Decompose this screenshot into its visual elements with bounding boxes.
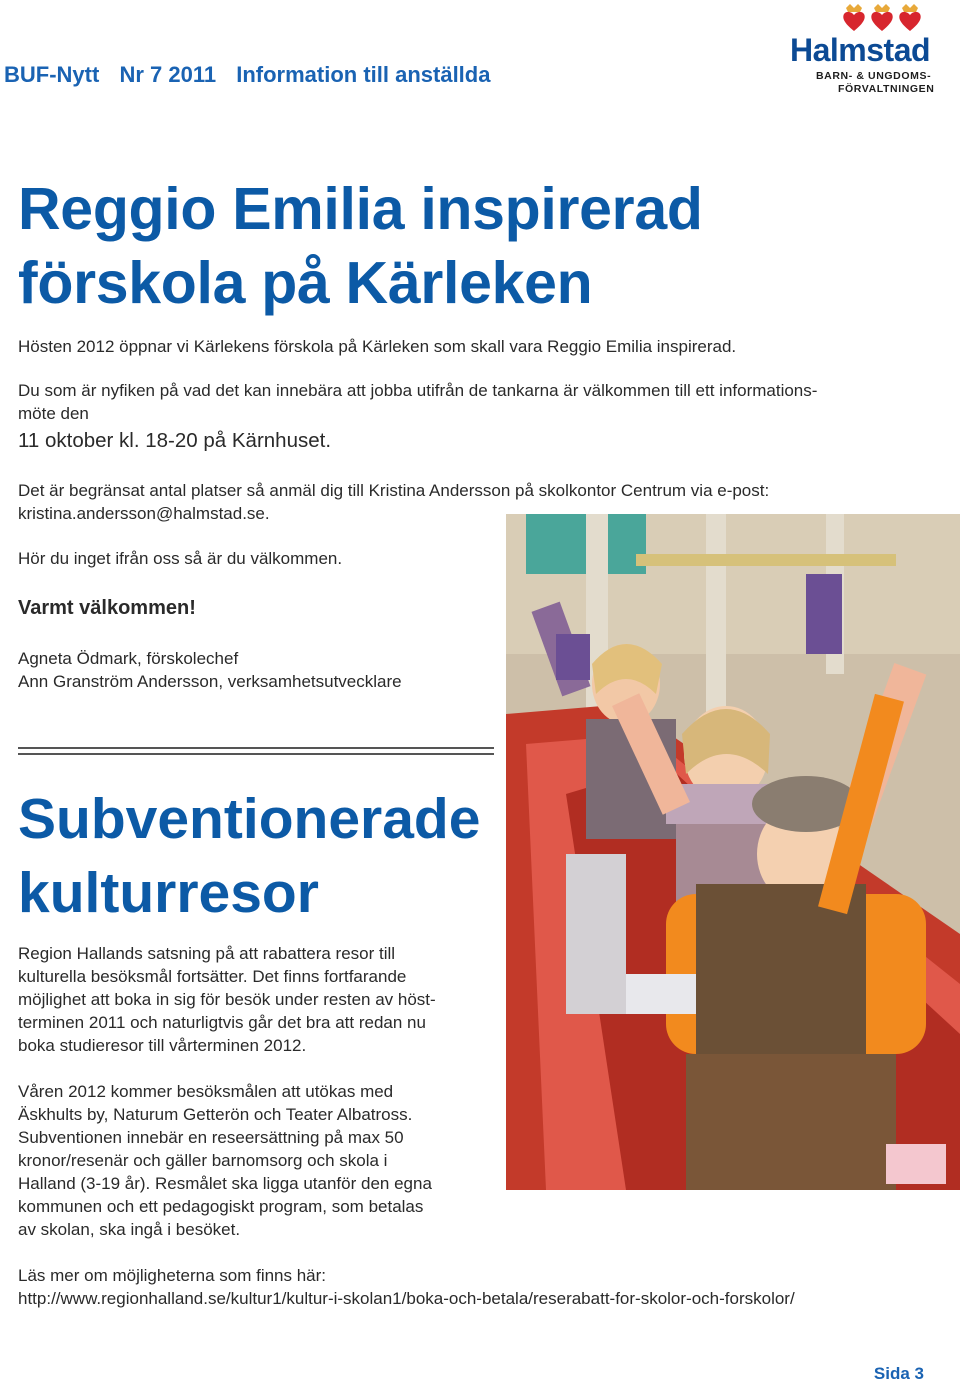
article1-signature-1: Agneta Ödmark, förskolechef bbox=[18, 649, 239, 668]
logo-subtitle-line2: FÖRVALTNINGEN bbox=[838, 83, 935, 95]
page-number: Sida 3 bbox=[873, 1364, 924, 1383]
read-more-label: Läs mer om möjligheterna som finns här: bbox=[18, 1266, 327, 1285]
article1-intro: Hösten 2012 öppnar vi Kärlekens förskola på Kärleken som skall vara Reggio Emilia inspirerad. bbox=[18, 337, 737, 356]
header-subtitle: Information till anställda bbox=[236, 62, 491, 87]
article1-invite-line1: Du som är nyfiken på vad det kan innebära att jobba utifrån de tankarna är välkommen till ett informations- bbox=[18, 381, 818, 400]
heart-crown-icon bbox=[842, 4, 866, 32]
article1-meeting-date: 11 oktober kl. 18-20 på Kärnhuset. bbox=[18, 429, 332, 452]
paragraph-line: kulturella besöksmål fortsätter. Det finns fortfarande bbox=[18, 967, 407, 986]
heart-crown-icon bbox=[870, 4, 894, 32]
heart-crown-icon bbox=[898, 4, 922, 32]
article1-welcome: Varmt välkommen! bbox=[18, 597, 196, 619]
paragraph-line: Äskhults by, Naturum Getterön och Teater Albatross. bbox=[18, 1105, 413, 1124]
article2-paragraph-1 bbox=[18, 942, 498, 1057]
article1-email[interactable]: kristina.andersson@halmstad.se. bbox=[18, 504, 270, 523]
children-slide-photo bbox=[506, 514, 960, 1190]
photo-illustration bbox=[506, 514, 960, 1190]
read-more-link[interactable]: http://www.regionhalland.se/kultur1/kultur-i-skolan1/boka-och-betala/reserabatt-for-skolor-och-forskolor/ bbox=[18, 1289, 795, 1308]
paragraph-line: kronor/resenär och gäller barnomsorg och skola i bbox=[18, 1151, 388, 1170]
paragraph-line: Subventionen innebär en reseersättning på max 50 bbox=[18, 1128, 404, 1147]
newsletter-header bbox=[4, 62, 504, 88]
paragraph-line: Våren 2012 kommer besöksmålen att utökas med bbox=[18, 1082, 394, 1101]
article1-note: Hör du inget ifrån oss så är du välkommen. bbox=[18, 549, 343, 568]
article1-signup-line1: Det är begränsat antal platser så anmäl dig till Kristina Andersson på skolkontor Centrum via e-post: bbox=[18, 481, 770, 500]
section-divider bbox=[18, 747, 494, 749]
paragraph-line: boka studieresor till vårterminen 2012. bbox=[18, 1036, 307, 1055]
logo-subtitle-line1: BARN- & UNGDOMS- bbox=[816, 70, 932, 82]
halmstad-logo bbox=[790, 4, 950, 94]
paragraph-line: Halland (3-19 år). Resmålet ska ligga utanför den egna bbox=[18, 1174, 432, 1193]
article2-title-line2: kulturresor bbox=[18, 861, 319, 925]
article1-signature-2: Ann Granström Andersson, verksamhetsutvecklare bbox=[18, 672, 402, 691]
article2-paragraph-2 bbox=[18, 1080, 498, 1241]
issue-number: Nr 7 2011 bbox=[119, 62, 217, 87]
paragraph-line: kommunen och ett pedagogiskt program, som betalas bbox=[18, 1197, 424, 1216]
logo-wordmark: Halmstad bbox=[790, 32, 931, 68]
article1-title-line2: förskola på Kärleken bbox=[18, 250, 593, 316]
paragraph-line: terminen 2011 och naturligtvis går det bra att redan nu bbox=[18, 1013, 426, 1032]
article2-title-line1: Subventionerade bbox=[18, 787, 481, 851]
publication-name: BUF-Nytt bbox=[4, 62, 100, 87]
paragraph-line: Region Hallands satsning på att rabattera resor till bbox=[18, 944, 396, 963]
section-divider bbox=[18, 753, 494, 755]
paragraph-line: möjlighet att boka in sig för besök under resten av höst- bbox=[18, 990, 436, 1009]
paragraph-line: av skolan, ska ingå i besöket. bbox=[18, 1220, 241, 1239]
article1-invite-line2: möte den bbox=[18, 404, 89, 423]
article1-title-line1: Reggio Emilia inspirerad bbox=[18, 176, 703, 242]
